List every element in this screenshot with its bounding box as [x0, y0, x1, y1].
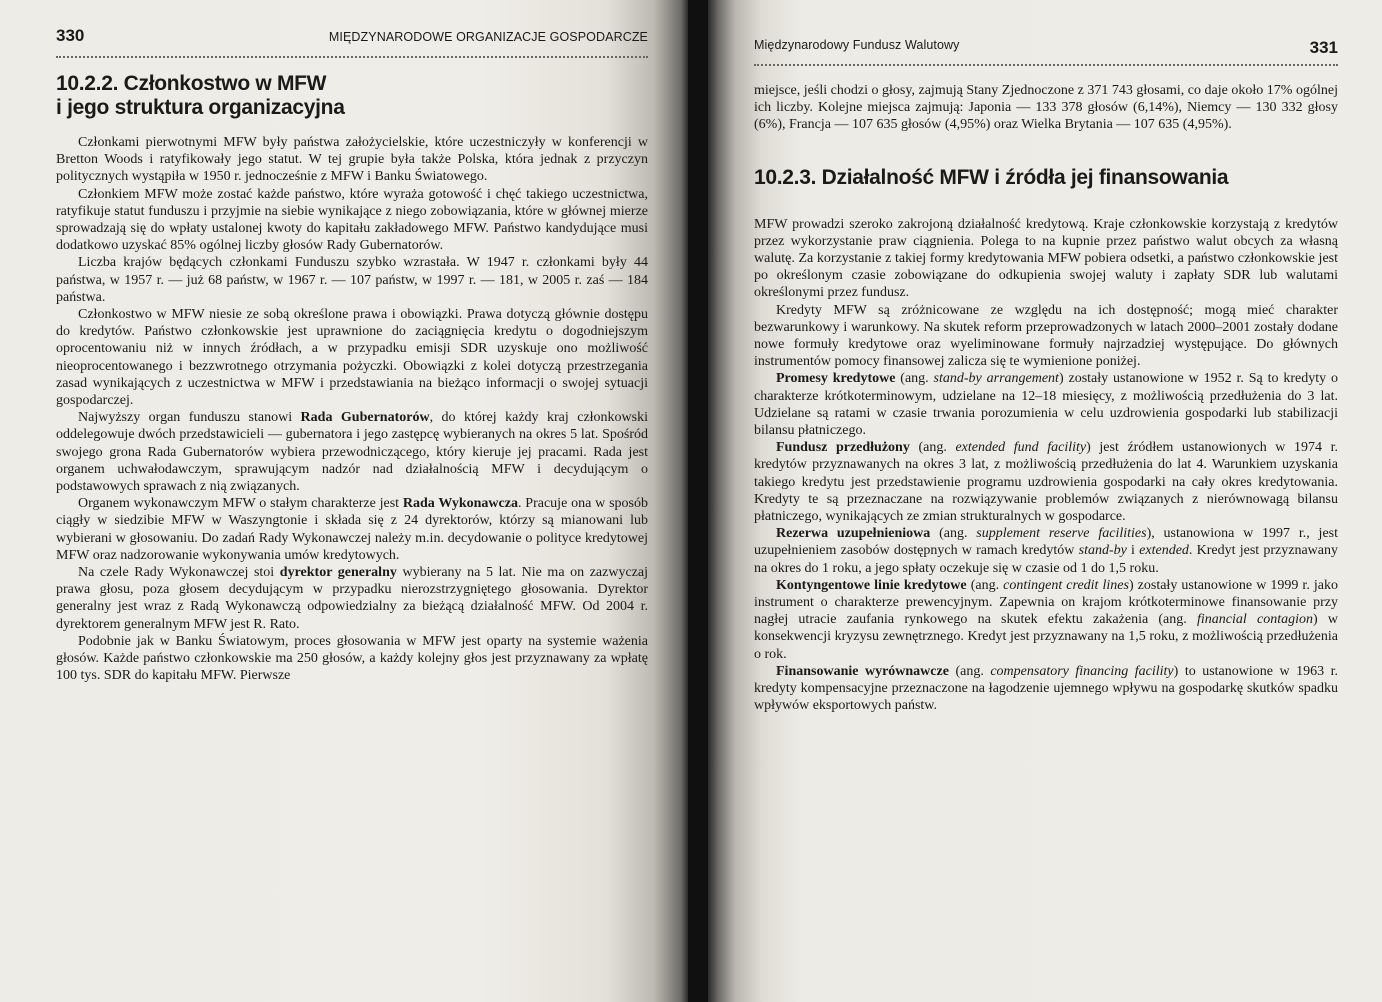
paragraph: [56, 409, 648, 495]
text: . Pracuje ona w sposób ciągły w siedzibie MFW w Waszyngtonie i składa się z 24 dyrektorów, którzy są mianowani lub wybierani w głosowaniu. Do zadań Rady Wykonawczej należy m.in. decydowanie o polityce kredytowej MFW oraz nadzorowanie wykonywania umów kredytowych.: [56, 496, 649, 563]
text: ), ustanowiona w 1997 r., jest uzupełnieniem zasobów dostępnych w ramach kredytów: [754, 526, 1338, 559]
text: (ang.: [966, 577, 1004, 593]
paragraph-item: [754, 439, 1338, 525]
paragraph: Liczba krajów będących członkami Funduszu szybko wzrastała. W 1947 r. członkami były 44 państwa, w 1957 r. — już 68 państw, w 1967 r. — 107 państw, w 1997 r. — 181, w 2005 r. zaś — 184 państwa.: [56, 255, 648, 305]
book-gutter: [688, 0, 708, 1002]
bold-term: Kontyngentowe linie kredytowe: [776, 577, 967, 593]
text: . Kredyt jest przyznawany na okres do 1 roku, a jego spłaty oczekuje się w czasie od 1 do 1,5 roku.: [754, 543, 1339, 576]
paragraph-item: [754, 577, 1338, 663]
english-term: financial contagion: [1197, 612, 1313, 628]
page-number-left: 330: [56, 26, 85, 45]
text: , do której każdy kraj członkowski oddelegowuje dwóch przedstawicieli — gubernatora i jego zastępcę wybieranych na okres 5 lat. Spośród swojego grona Rada Gubernatorów wybiera przewodniczącego, który kieruje jej pracami. Rada jest organem uchwałodawczym, sprawującym nadzór nad działalnością MFW i decydującym o podstawowych sprawach z nią związanych.: [56, 410, 648, 495]
text: ) zostały ustanowione w 1952 r. Są to kredyty o charakterze krótkoterminowym, udzielane na 12–18 miesięcy, z możliwością przedłużenia do 3 lat. Udzielane są ratami w czasie trwania porozumienia w celu uzdrowienia gospodarki lub stabilizacji bilansu płatniczego.: [754, 371, 1338, 439]
text: Na czele Rady Wykonawczej stoi: [78, 565, 280, 581]
paragraph: miejsce, jeśli chodzi o głosy, zajmują Stany Zjednoczone z 371 743 głosami, co daje około 17% ogólnej ich liczby. Kolejne miejsca zajmują: Japonia — 133 378 głosów (6,14%), Niemcy — 130 332 głosy (6%), Francja — 107 635 głosów (4,95%) oraz Wielka Brytania — 107 635 (4,95%).: [754, 83, 1338, 133]
text: ) zostały ustanowione w 1999 r. jako instrument o charakterze prewencyjnym. Zapewnia on krajom krótkoterminowe finansowanie przy nagłej utracie zaufania rynkowego na skutek efektu zakażenia (ang.: [754, 577, 1338, 628]
text: (ang.: [895, 371, 934, 387]
paragraph-item: [754, 370, 1338, 439]
bold-term: Fundusz przedłużony: [776, 440, 910, 456]
left-header: [56, 26, 648, 46]
english-term: compensatory financing facility: [990, 663, 1174, 679]
english-term: supplement reserve facilities: [976, 526, 1147, 542]
text: ) to ustanowione w 1963 r. kredyty kompensacyjne przeznaczone na łagodzenie ujemnego wpływu na gospodarkę skutków spadku wpływów eksportowych państw.: [754, 663, 1338, 714]
paragraph: Kredyty MFW są zróżnicowane ze względu na ich dostępność; mogą mieć charakter bezwarunkowy i warunkowy. Na skutek reform przeprowadzonych w latach 2000–2001 zostały dodane nowe formuły kredytowe oraz wyeliminowane formuły najrzadziej występujące. Do głównych instrumentów pomocy finansowej zalicza się te wymienione poniżej.: [754, 302, 1338, 370]
english-term: extended: [1139, 543, 1189, 559]
text: (ang.: [909, 440, 956, 456]
bold-term: Promesy kredytowe: [776, 371, 896, 387]
text: wybierany na 5 lat. Nie ma on zazwyczaj prawa głosu, poza głosem decydującym w przypadku nierozstrzygniętego głosowania. Dyrektor generalny jest wraz z Radą Wykonawczą odpowiedzialny za bieżącą działalność MFW. Od 2004 r. dyrektorem generalnym MFW jest R. Rato.: [56, 565, 649, 632]
paragraph: Członkami pierwotnymi MFW były państwa założycielskie, które uczestniczyły w konferencji w Bretton Woods i ratyfikowały jego statut. W tej grupie była także Polska, która jednak z przyczyn politycznych wystąpiła w 1950 r. jednocześnie z MFW i Banku Światowego.: [56, 135, 648, 185]
header-divider: [754, 56, 1338, 66]
text: i: [1126, 543, 1140, 559]
right-header: [754, 34, 1338, 57]
paragraph: Członkostwo w MFW niesie ze sobą określone prawa i obowiązki. Prawa dotyczą głównie dostępu do kredytów. Państwo członkowskie jest uprawnione do zaciągnięcia kredytu o dogodniejszym oprocentowaniu niż w innych źródłach, a w przypadku emisji SDR uzyskuje ono możliwość nieoprocentowanego i bezzwrotnego otrzymania pożyczki. Obowiązki z kolei dotyczą przestrzegania zasad wynikających z uczestnictwa w MFW i przedstawiania na bieżąco informacji o swojej sytuacji gospodarczej.: [56, 307, 648, 409]
running-header-left: MIĘDZYNARODOWE ORGANIZACJE GOSPODARCZE: [328, 30, 648, 44]
left-page: [0, 0, 688, 1002]
english-term: stand-by arrangement: [933, 371, 1059, 387]
right-page: [708, 0, 1382, 1002]
english-term: stand-by: [1078, 543, 1127, 559]
heading-line-1: 10.2.2. Członkostwo w MFW: [56, 72, 327, 95]
heading-line-2: i jego struktura organizacyjna: [56, 96, 345, 119]
paragraph: [56, 564, 648, 633]
text: ) jest źródłem ustanowionych w 1974 r. kredytów przyznawanych na okres 3 lat, z możliwością przedłużenia do lat 4. Warunkiem uzyskania takiego kredytu jest przedstawienie programu uzdrowienia gospodarki na cały okres kredytowania. Kredyty te są przeznaczane na rozwiązywanie problemów związanych z nierównowagą bilansu płatniczego, wynikających ze zmian strukturalnych w gospodarce.: [754, 440, 1338, 525]
text: (ang.: [948, 663, 991, 679]
paragraph: [56, 495, 648, 564]
english-term: contingent credit lines: [1003, 577, 1129, 593]
paragraph: Członkiem MFW może zostać każde państwo, które wyraża gotowość i chęć takiego uczestnictwa, ratyfikuje statut funduszu i przyjmie na siebie wynikające z niego zobowiązania, które w głównej mierze sprowadzają się do wpłaty ustalonej kwoty do kapitału zakładowego MFW. Państwo kandydujące musi dodatkowo uzyskać 85% ogólnej liczby głosów Rady Gubernatorów.: [56, 186, 648, 254]
running-header-right: Międzynarodowy Fundusz Walutowy: [754, 38, 960, 52]
bold-term: Rada Gubernatorów: [300, 410, 430, 426]
paragraph: MFW prowadzi szeroko zakrojoną działalność kredytową. Kraje członkowskie korzystają z kredytów przez wykorzystanie praw ciągnienia. Polega to na kupnie przez państwo walut obcych za własną walutę. Za korzystanie z takiej formy kredytowania MFW pobiera odsetki, a państwo członkowskie jest po określonym czasie zobowiązane do odkupienia swojej waluty i zapłaty SDR lub walutami określonymi przez fundusz.: [754, 216, 1338, 301]
bold-term: Finansowanie wyrównawcze: [776, 663, 949, 679]
bold-term: dyrektor generalny: [279, 565, 397, 581]
text: (ang.: [930, 526, 977, 542]
text: ) w konsekwencji kryzysu zewnętrznego. Kredyt jest przyznawany na 1,5 roku, z możliwością przedłużenia o rok.: [754, 612, 1338, 662]
section-heading-10-2-3: 10.2.3. Działalność MFW i źródła jej finansowania: [754, 165, 1229, 189]
text: Organem wykonawczym MFW o stałym charakterze jest: [78, 496, 403, 512]
paragraph-item: [754, 525, 1338, 577]
bold-term: Rada Wykonawcza: [402, 496, 518, 512]
text: Najwyższy organ funduszu stanowi: [78, 410, 301, 426]
bold-term: Rezerwa uzupełnieniowa: [776, 526, 931, 542]
section-heading-10-2-2: [56, 72, 648, 120]
page-number-right: 331: [1309, 38, 1338, 57]
paragraph: Podobnie jak w Banku Światowym, proces głosowania w MFW jest oparty na systemie ważenia głosów. Każde państwo członkowskie ma 250 głosów, a każdy kolejny głos jest przyznawany za wpłatę 100 tys. SDR do kapitału MFW. Pierwsze: [56, 633, 648, 684]
english-term: extended fund facility: [955, 440, 1087, 456]
paragraph-item: [754, 663, 1338, 715]
header-divider: [56, 48, 648, 58]
